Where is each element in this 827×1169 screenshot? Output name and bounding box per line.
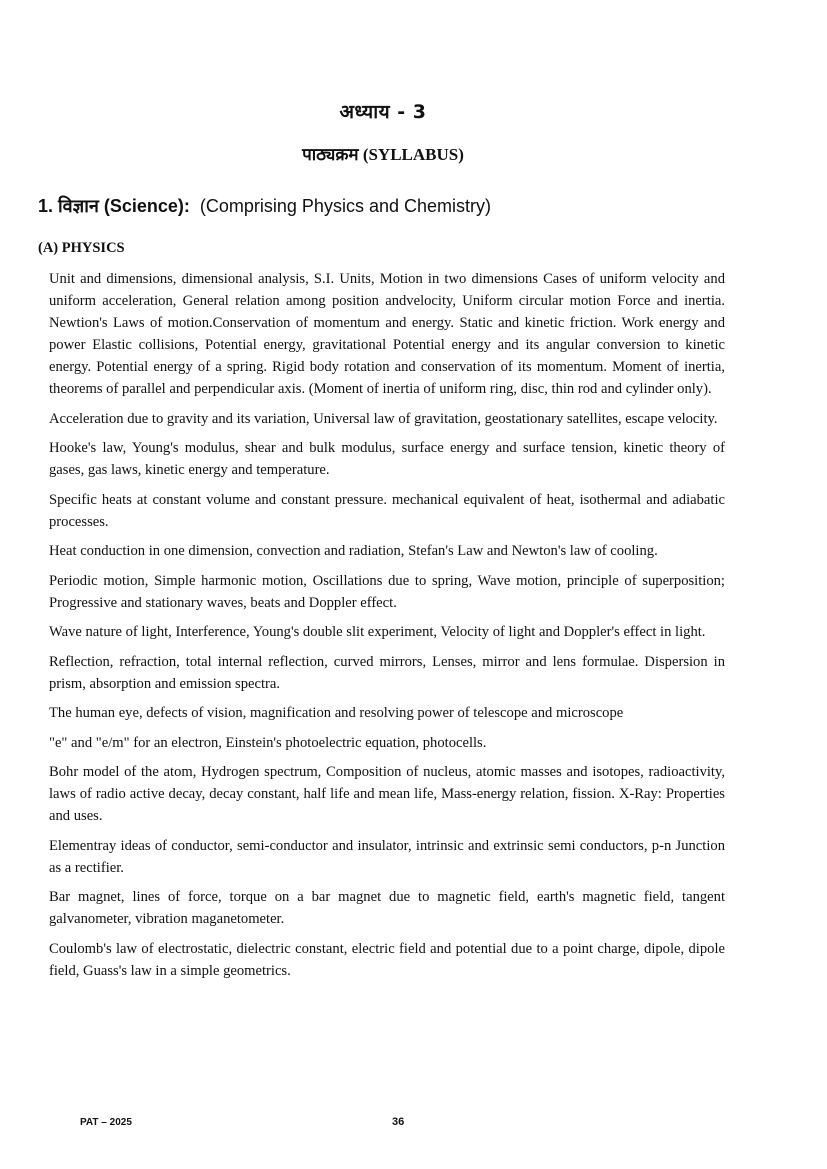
subsection-heading: (A) PHYSICS <box>38 240 125 256</box>
footer-exam-name: PAT – 2025 <box>80 1117 132 1128</box>
page-number: 36 <box>392 1116 405 1128</box>
paragraph: Acceleration due to gravity and its variation, Universal law of gravitation, geostationary satellites, escape velocity. <box>49 410 718 427</box>
paragraph: The human eye, defects of vision, magnification and resolving power of telescope and microscope <box>49 705 624 721</box>
syllabus-content <box>49 268 725 989</box>
chapter-heading: अध्याय - 3 <box>339 101 427 123</box>
paragraph: Heat conduction in one dimension, convection and radiation, Stefan's Law and Newton's law of cooling. <box>49 543 658 559</box>
paragraph: Specific heats at constant volume and constant pressure. mechanical equivalent of heat, isothermal and adiabatic processes. <box>49 491 725 530</box>
paragraph: "e" and "e/m" for an electron, Einstein's photoelectric equation, photocells. <box>49 734 487 751</box>
paragraph: Wave nature of light, Interference, Young's double slit experiment, Velocity of light and Doppler's effect in light. <box>49 624 706 640</box>
paragraph: Unit and dimensions, dimensional analysis, S.I. Units, Motion in two dimensions Cases of uniform velocity and uniform acceleration, General relation among position andvelocity, Uniform circular motion Force and inertia. Newtion's Laws of motion.Conservation of momentum and energy. Static and kinetic friction. Work energy and power Elastic collisions, Potential energy, gravitational Potential energy and its angular conversion to kinetic energy. Potential energy of a spring. Rigid body rotation and conservation of its momentum. Moment of inertia, theorems of parallel and perpendicular axis. (Moment of inertia of uniform ring, disc, thin rod and cylinder only). <box>49 271 725 397</box>
section-subtitle: (Comprising Physics and Chemistry) <box>199 196 491 216</box>
section-heading <box>38 194 491 218</box>
paragraph: Periodic motion, Simple harmonic motion, Oscillations due to spring, Wave motion, principle of superposition; Progressive and stationary waves, beats and Doppler effect. <box>49 572 725 611</box>
paragraph: Hooke's law, Young's modulus, shear and bulk modulus, surface energy and surface tension, kinetic theory of gases, gas laws, kinetic energy and temperature. <box>49 440 725 478</box>
paragraph: Bohr model of the atom, Hydrogen spectrum, Composition of nucleus, atomic masses and isotopes, radioactivity, laws of radio active decay, decay constant, half life and mean life, Mass-energy relation, fission. X-Ray: Properties and uses. <box>49 764 725 824</box>
paragraph: Bar magnet, lines of force, torque on a bar magnet due to magnetic field, earth's magnetic field, tangent galvanometer, vibration maganetometer. <box>49 889 725 927</box>
paragraph: Coulomb's law of electrostatic, dielectric constant, electric field and potential due to a point charge, dipole, dipole field, Guass's law in a simple geometrics. <box>49 940 725 979</box>
syllabus-title: पाठ्यक्रम (SYLLABUS) <box>302 145 464 164</box>
section-title: 1. विज्ञान (Science): <box>38 196 190 216</box>
paragraph: Reflection, refraction, total internal reflection, curved mirrors, Lenses, mirror and lens formulae. Dispersion in prism, absorption and emission spectra. <box>49 653 725 692</box>
paragraph: Elementray ideas of conductor, semi-conductor and insulator, intrinsic and extrinsic semi conductors, p-n Junction as a rectifier. <box>49 837 725 876</box>
